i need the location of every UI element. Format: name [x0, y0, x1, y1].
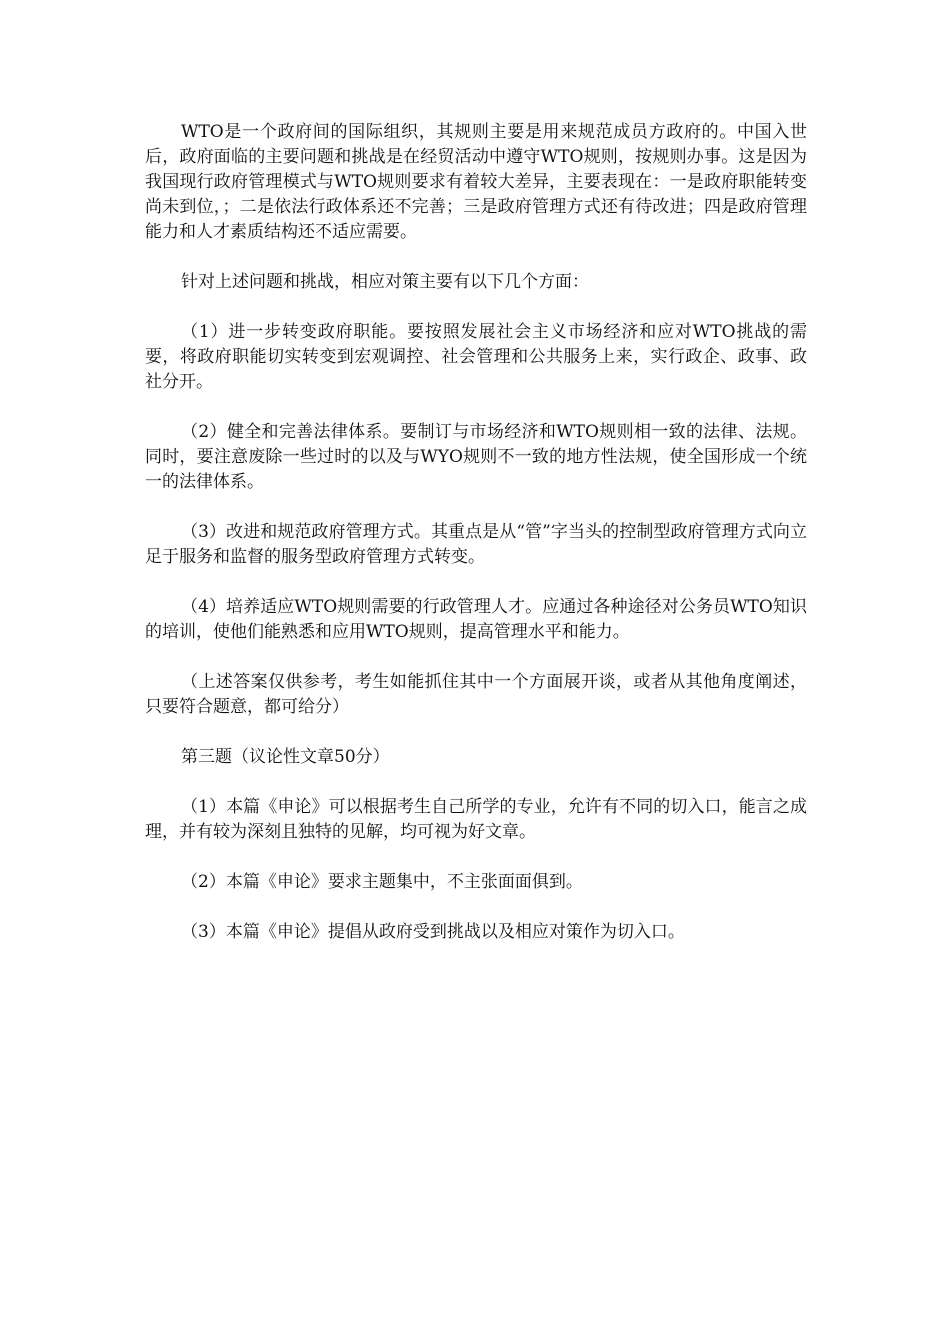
paragraph-criterion-3: （3）本篇《申论》提倡从政府受到挑战以及相应对策作为切入口。	[181, 922, 685, 942]
paragraph-measure-4: （4）培养适应WTO规则需要的行政管理人才。应通过各种途径对公务员WTO知识的培训，使他们能熟悉和应用WTO规则，提高管理水平和能力。	[145, 597, 808, 642]
paragraph-measure-3: （3）改进和规范政府管理方式。其重点是从“管”字当头的控制型政府管理方式向立足于服务和监督的服务型政府管理方式转变。	[145, 522, 807, 567]
paragraph-criterion-2: （2）本篇《申论》要求主题集中，不主张面面俱到。	[181, 872, 583, 892]
paragraph-answer-note: （上述答案仅供参考，考生如能抓住其中一个方面展开谈，或者从其他角度阐述，只要符合题意，都可给分）	[145, 672, 807, 717]
section-heading-question-3: 第三题（议论性文章50分）	[181, 747, 390, 767]
paragraph-measure-1: （1）进一步转变政府职能。要按照发展社会主义市场经济和应对WTO挑战的需要，将政府职能切实转变到宏观调控、社会管理和公共服务上来，实行政企、政事、政社分开。	[145, 322, 807, 392]
document-body	[145, 120, 807, 970]
paragraph-measure-2: （2）健全和完善法律体系。要制订与市场经济和WTO规则相一致的法律、法规。同时，要注意废除一些过时的以及与WYO规则不一致的地方性法规，使全国形成一个统一的法律体系。	[145, 422, 807, 492]
paragraph-wto-intro: WTO是一个政府间的国际组织，其规则主要是用来规范成员方政府的。中国入世后，政府面临的主要问题和挑战是在经贸活动中遵守WTO规则，按规则办事。这是因为我国现行政府管理模式与WTO规则要求有着较大差异，主要表现在：一是政府职能转变尚未到位，；二是依法行政体系还不完善；三是政府管理方式还有待改进；四是政府管理能力和人才素质结构还不适应需要。	[145, 122, 807, 242]
paragraph-countermeasures-intro: 针对上述问题和挑战，相应对策主要有以下几个方面：	[181, 272, 589, 292]
paragraph-criterion-1: （1）本篇《申论》可以根据考生自己所学的专业，允许有不同的切入口，能言之成理，并有较为深刻且独特的见解，均可视为好文章。	[145, 797, 807, 842]
